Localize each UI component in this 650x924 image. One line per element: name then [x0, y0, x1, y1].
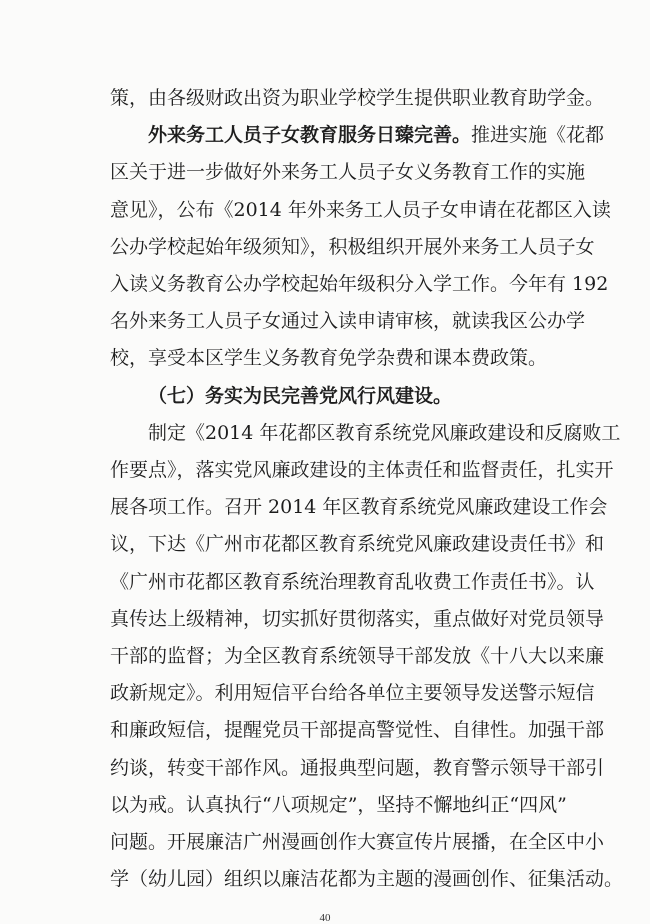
bold-heading: 外来务工人员子女教育服务日臻完善。 — [148, 124, 472, 147]
text-line: 约谈，转变干部作风。通报典型问题，教育警示领导干部引 — [110, 756, 605, 779]
text-line: 和廉政短信，提醒党员干部提高警觉性、自律性。加强干部 — [110, 719, 605, 742]
text-line: 以为戒。认真执行“八项规定”，坚持不懈地纠正“四风” — [110, 793, 567, 816]
text-line: 真传达上级精神，切实抓好贯彻落实，重点做好对党员领导 — [110, 607, 605, 630]
text-line: 制定《2014 年花都区教育系统党风廉政建设和反腐败工 — [148, 421, 621, 444]
text-line: 校，享受本区学生义务教育免学杂费和课本费政策。 — [110, 347, 548, 370]
text-line: 展各项工作。召开 2014 年区教育系统党风廉政建设工作会 — [110, 496, 608, 519]
text-line: 入读义务教育公办学校起始年级积分入学工作。今年有 192 — [110, 273, 609, 295]
text-line: 学（幼儿园）组织以廉洁花都为主题的漫画创作、征集活动。 — [110, 868, 624, 891]
page-number: 40 — [319, 912, 331, 924]
text-line: 问题。开展廉洁广州漫画创作大赛宣传片展播，在全区中小 — [110, 831, 605, 853]
section-heading: （七）务实为民完善党风行风建设。 — [148, 384, 453, 407]
text-segment: 推进实施《花都 — [471, 124, 605, 147]
text-line: 公办学校起始年级须知》，积极组织开展外来务工人员子女 — [110, 235, 595, 258]
section-lead-line — [148, 123, 605, 147]
text-line: 名外来务工人员子女通过入读申请审核，就读我区公办学 — [110, 310, 586, 333]
text-line: 干部的监督；为全区教育系统领导干部发放《十八大以来廉 — [110, 645, 605, 667]
text-line: 作要点》，落实党风廉政建设的主体责任和监督责任，扎实开 — [110, 459, 614, 481]
text-line: 议，下达《广州市花都区教育系统党风廉政建设责任书》和 — [110, 533, 605, 556]
text-line: 《广州市花都区教育系统治理教育乱收费工作责任书》。认 — [110, 570, 595, 593]
text-line: 区关于进一步做好外来务工人员子女义务教育工作的实施 — [110, 161, 586, 184]
text-line: 意见》，公布《2014 年外来务工人员子女申请在花都区入读 — [110, 198, 611, 221]
text-line: 策，由各级财政出资为职业学校学生提供职业教育助学金。 — [110, 87, 605, 109]
text-line: 政新规定》。利用短信平台给各单位主要领导发送警示短信 — [110, 682, 595, 705]
